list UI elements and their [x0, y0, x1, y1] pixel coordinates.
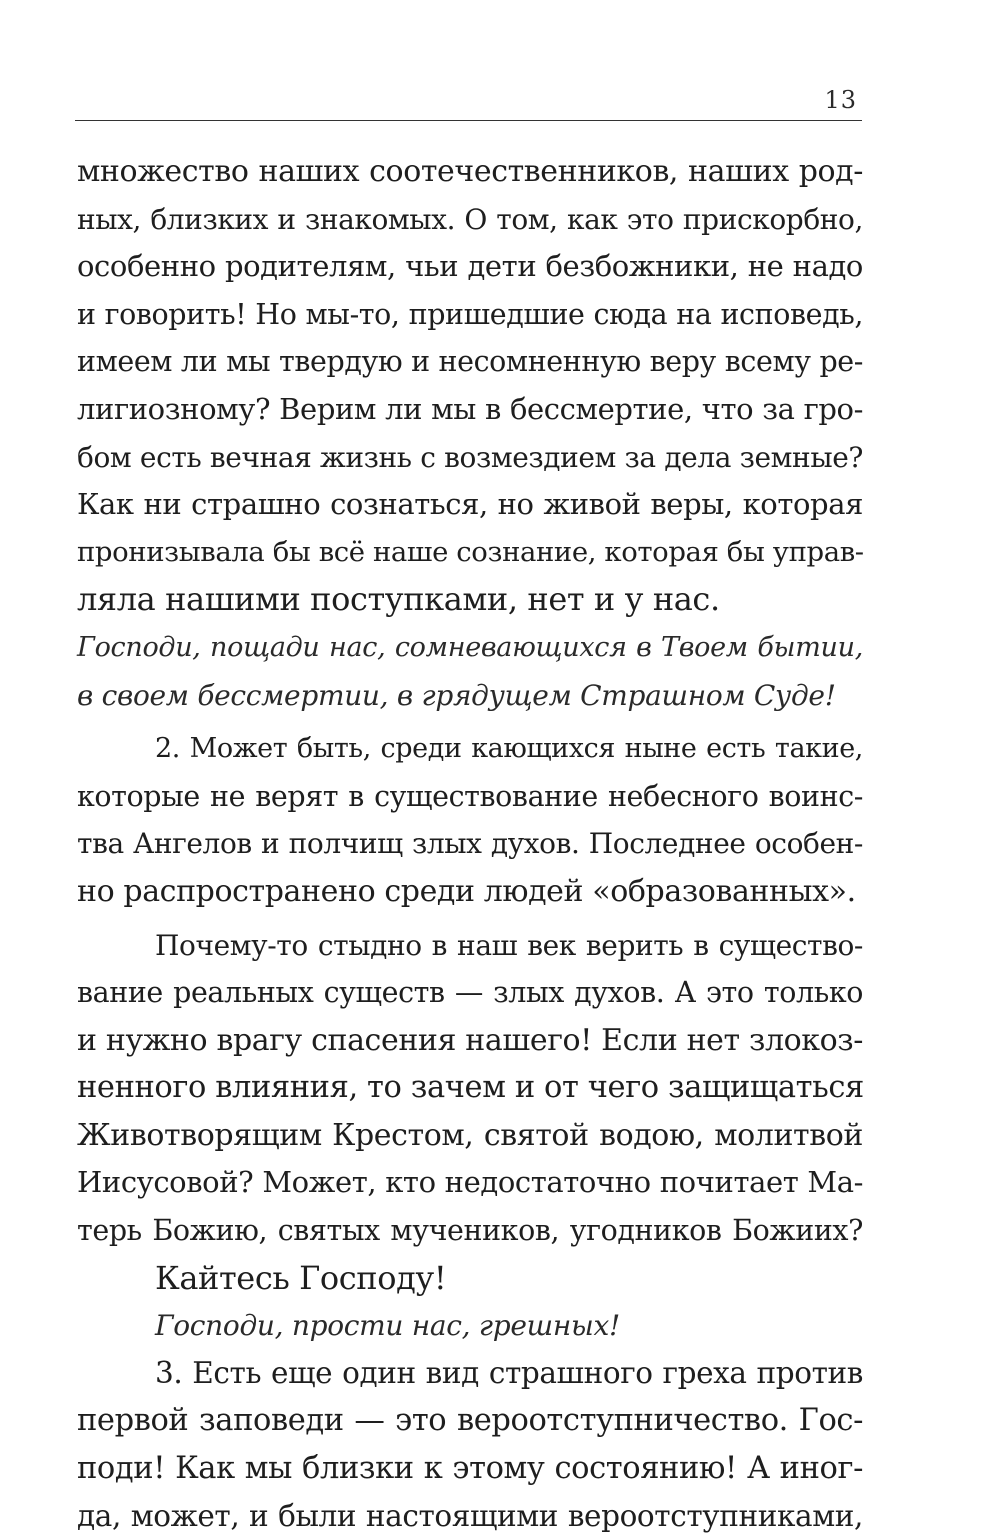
text-line: первой заповеди — это вероотступничество. Гос- [77, 1403, 863, 1439]
text-line: бом есть вечная жизнь с возмездием за дела земные? [77, 440, 863, 474]
text-line: Как ни страшно сознаться, но живой веры, которая [77, 487, 863, 522]
text-line: Животворящим Крестом, святой водою, молитвой [77, 1117, 863, 1153]
text-line: которые не верят в существование небесного воинс- [77, 779, 863, 813]
text-line: Кайтесь Господу! [155, 1258, 447, 1297]
text-line: вание реальных существ — злых духов. А это только [77, 976, 863, 1010]
text-line: терь Божию, святых мучеников, угодников Божиих? [77, 1214, 863, 1248]
text-line: множество наших соотечественников, наших род- [77, 154, 863, 189]
header-rule [75, 120, 862, 121]
text-line: 2. Может быть, среди кающихся ныне есть такие, [155, 733, 863, 765]
text-line: Иисусовой? Может, кто недостаточно почитает Ма- [77, 1165, 863, 1200]
page-number: 13 [824, 86, 857, 114]
text-line: и говорить! Но мы-то, пришедшие сюда на исповедь, [77, 297, 863, 331]
text-line: но распространено среди людей «образованных». [77, 873, 856, 909]
text-line: пронизывала бы всё наше сознание, которая бы управ- [77, 535, 864, 568]
text-line: особенно родителям, чьи дети безбожники, не надо [77, 249, 863, 284]
text-line: и нужно врагу спасения нашего! Если нет злокоз- [77, 1022, 863, 1058]
text-line: да, может, и были настоящими вероотступниками, [77, 1498, 863, 1533]
text-line: Почему-то стыдно в наш век верить в существо- [155, 928, 863, 962]
text-line: тва Ангелов и полчищ злых духов. Последнее особен- [77, 827, 863, 861]
body-text [77, 148, 863, 1540]
text-line: имеем ли мы твердую и несомненную веру всему ре- [77, 345, 863, 379]
text-line: лигиозному? Верим ли мы в бессмертие, что за гро- [77, 391, 863, 426]
text-line: ненного влияния, то зачем и от чего защищаться [77, 1070, 864, 1106]
text-line: 3. Есть еще один вид страшного греха против [155, 1355, 863, 1390]
italic-prayer-line: Господи, пощади нас, сомневающихся в Твоем бытии, [77, 631, 863, 663]
text-line: поди! Как мы близки к этому состоянию! А иног- [77, 1451, 863, 1487]
italic-prayer-line: в своем бессмертии, в грядущем Страшном Суде! [77, 678, 836, 712]
text-line: ных, близких и знакомых. О том, как это прискорбно, [77, 202, 863, 236]
text-line: ляла нашими поступками, нет и у нас. [77, 580, 720, 619]
italic-prayer-line: Господи, прости нас, грешных! [155, 1309, 620, 1343]
